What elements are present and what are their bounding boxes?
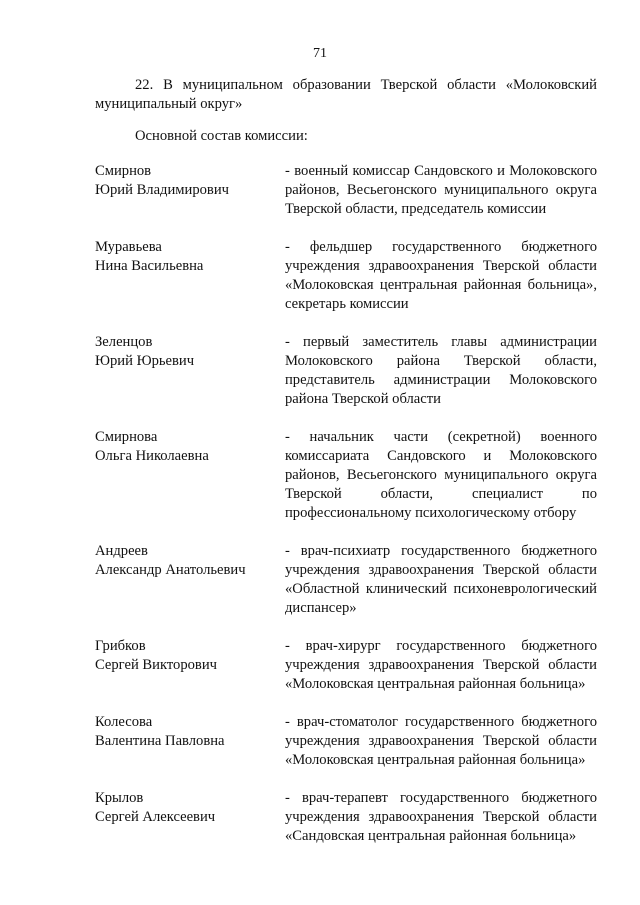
member-name xyxy=(95,428,285,523)
commission-member xyxy=(95,789,597,846)
member-given-names: Сергей Алексеевич xyxy=(95,809,216,825)
member-given-names: Валентина Павловна xyxy=(95,733,225,749)
member-surname: Муравьева xyxy=(95,239,162,255)
commission-member xyxy=(95,713,597,770)
commission-member xyxy=(95,542,597,618)
member-name xyxy=(95,542,285,618)
member-surname: Крылов xyxy=(95,790,144,806)
member-given-names: Ольга Николаевна xyxy=(95,448,209,464)
member-surname: Андреев xyxy=(95,543,148,559)
member-surname: Колесова xyxy=(95,714,153,730)
member-given-names: Нина Васильевна xyxy=(95,258,204,274)
member-name xyxy=(95,162,285,219)
commission-subheading: Основной состав комиссии: xyxy=(135,128,308,144)
member-surname: Грибков xyxy=(95,638,146,654)
commission-member xyxy=(95,162,597,219)
member-name xyxy=(95,789,285,846)
member-name xyxy=(95,333,285,409)
member-role: - первый заместитель главы администрации Молоковского района Тверской области, представитель администрации Молоковского района Тверской области xyxy=(285,334,597,407)
member-given-names: Юрий Владимирович xyxy=(95,182,229,198)
member-name xyxy=(95,637,285,694)
section-heading: 22. В муниципальном образовании Тверской области «Молоковский муниципальный округ» xyxy=(95,77,597,112)
member-role: - врач-стоматолог государственного бюджетного учреждения здравоохранения Тверской области «Молоковская центральная районная больница» xyxy=(285,714,597,768)
commission-member xyxy=(95,428,597,523)
member-surname: Смирнов xyxy=(95,163,152,179)
commission-member-list xyxy=(95,162,597,865)
commission-member xyxy=(95,238,597,314)
member-role: - врач-терапевт государственного бюджетного учреждения здравоохранения Тверской области «Сандовская центральная районная больница» xyxy=(285,790,597,844)
member-name xyxy=(95,713,285,770)
member-role: - военный комиссар Сандовского и Молоковского районов, Весьегонского муниципального округа Тверской области, председатель комиссии xyxy=(285,163,597,217)
member-role: - начальник части (секретной) военного комиссариата Сандовского и Молоковского районов, Весьегонского муниципального округа Тверской области, специалист по профессиональному психологическому отбору xyxy=(285,429,597,521)
commission-member xyxy=(95,637,597,694)
commission-member xyxy=(95,333,597,409)
member-role: - фельдшер государственного бюджетного учреждения здравоохранения Тверской области «Молоковская центральная районная больница», секретарь комиссии xyxy=(285,239,597,312)
page-number: 71 xyxy=(313,46,327,61)
member-surname: Зеленцов xyxy=(95,334,153,350)
member-given-names: Сергей Викторович xyxy=(95,657,217,673)
member-surname: Смирнова xyxy=(95,429,158,445)
member-given-names: Александр Анатольевич xyxy=(95,562,246,578)
member-role: - врач-хирург государственного бюджетного учреждения здравоохранения Тверской области «Молоковская центральная районная больница» xyxy=(285,638,597,692)
member-role: - врач-психиатр государственного бюджетного учреждения здравоохранения Тверской области «Областной клинический психоневрологический диспансер» xyxy=(285,543,597,616)
member-given-names: Юрий Юрьевич xyxy=(95,353,195,369)
member-name xyxy=(95,238,285,314)
